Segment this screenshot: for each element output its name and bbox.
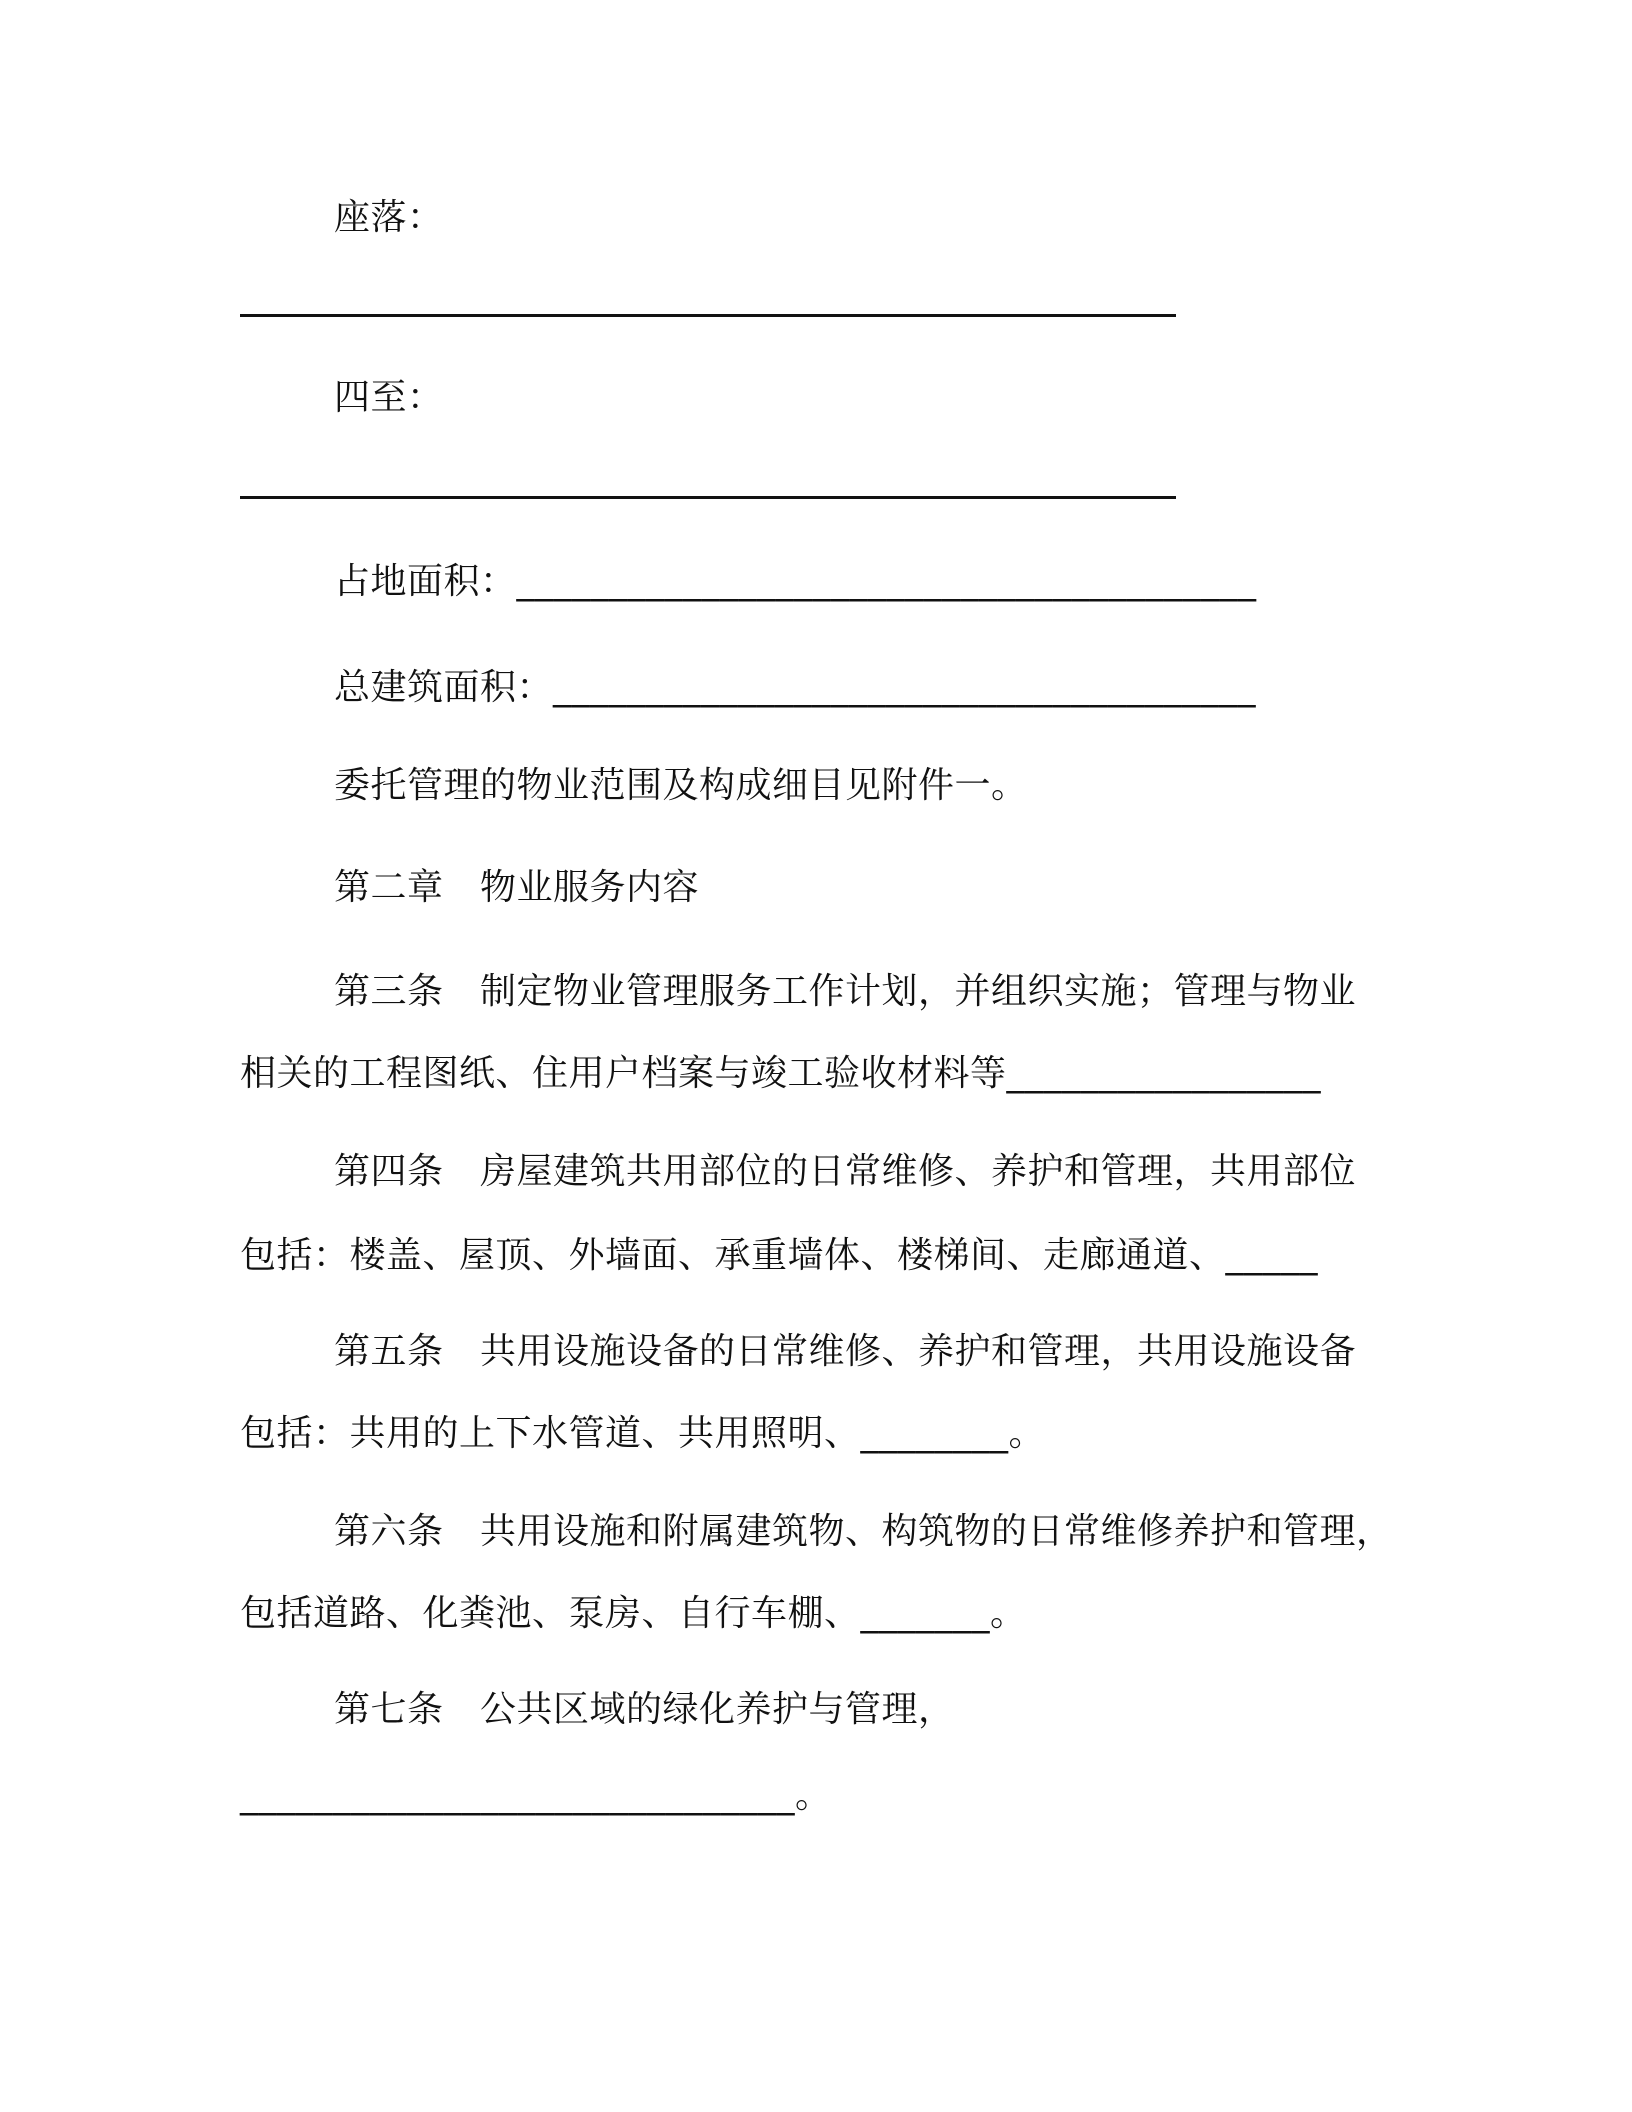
scope-note: 委托管理的物业范围及构成细目见附件一。 — [334, 765, 1028, 806]
article-3-line-1: 第三条 制定物业管理服务工作计划，并组织实施；管理与物业 — [334, 971, 1357, 1012]
article-5-line-2: 包括：共用的上下水管道、共用照明、________。 — [240, 1413, 1046, 1454]
chapter-heading: 第二章 物业服务内容 — [334, 867, 700, 908]
article-3-line-2: 相关的工程图纸、住用户档案与竣工验收材料等_________________ — [240, 1053, 1322, 1094]
article-4-line-1: 第四条 房屋建筑共用部位的日常维修、养护和管理，共用部位 — [334, 1151, 1357, 1192]
article-6-line-1: 第六条 共用设施和附属建筑物、构筑物的日常维修养护和管理， — [334, 1511, 1393, 1552]
article-4-line-2: 包括：楼盖、屋顶、外墙面、承重墙体、楼梯间、走廊通道、_____ — [240, 1235, 1319, 1276]
boundaries-label: 四至： — [334, 377, 444, 418]
article-7-line-2: ______________________________。 — [240, 1775, 832, 1816]
article-5-line-1: 第五条 共用设施设备的日常维修、养护和管理，共用设施设备 — [334, 1331, 1357, 1372]
article-6-line-2: 包括道路、化粪池、泵房、自行车棚、_______。 — [240, 1593, 1027, 1634]
land-area-line: 占地面积：________________________________________ — [334, 561, 1257, 602]
boundaries-blank — [240, 496, 1176, 499]
article-7-line-1: 第七条 公共区域的绿化养护与管理， — [334, 1689, 955, 1730]
location-blank — [240, 314, 1176, 317]
total-building-area-line: 总建筑面积：______________________________________ — [334, 667, 1257, 708]
location-label: 座落： — [334, 197, 444, 238]
